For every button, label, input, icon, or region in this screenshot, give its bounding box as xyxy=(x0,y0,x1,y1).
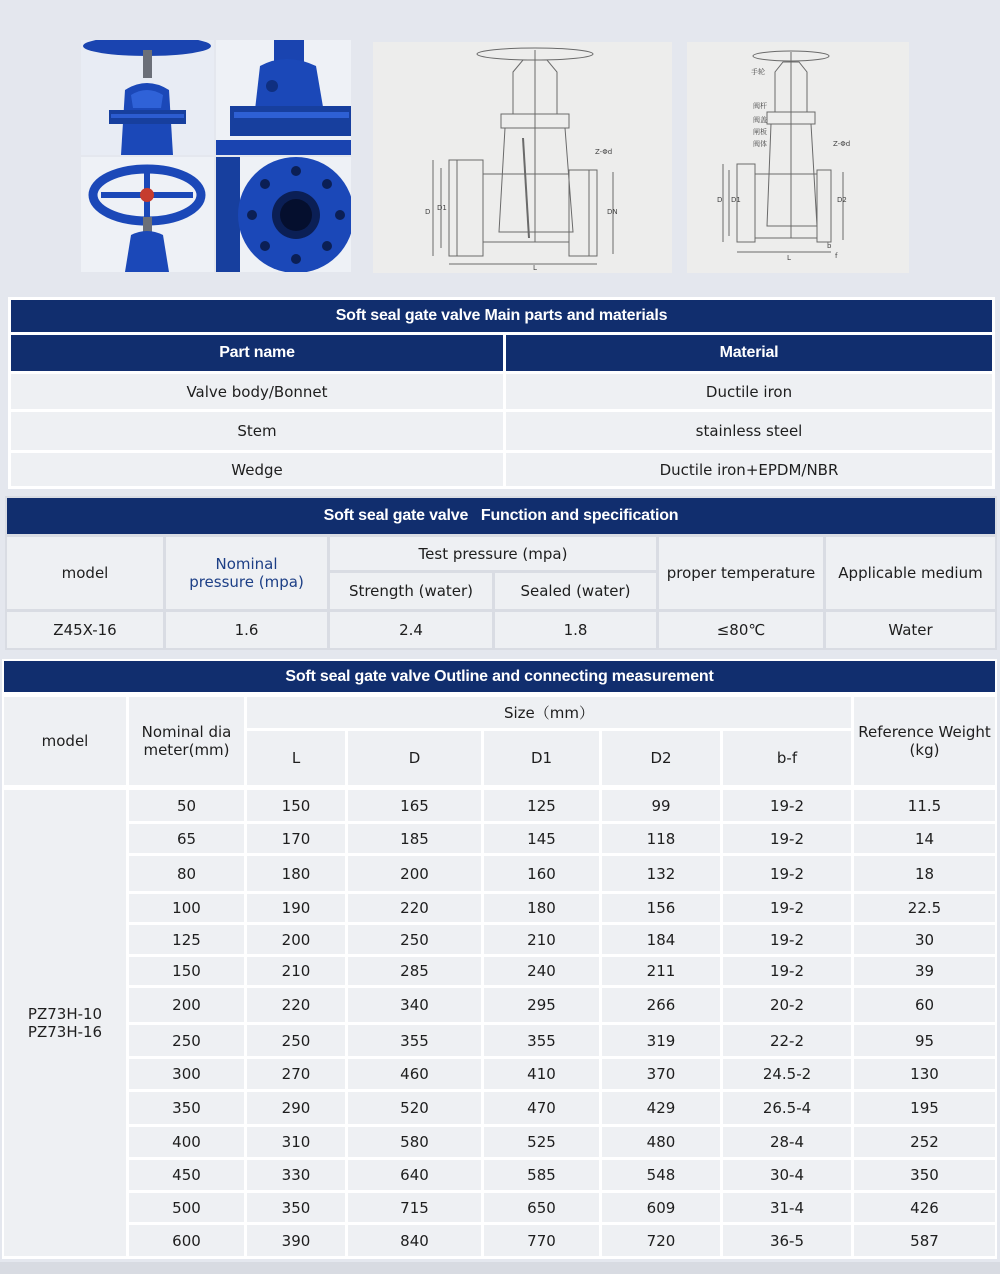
outline-cell-l: 250 xyxy=(247,1025,345,1056)
outline-cell-dn: 80 xyxy=(129,856,244,891)
drawing-label-holes-2: Z-Φd xyxy=(833,140,851,148)
drawing-label-b: b xyxy=(827,242,832,250)
outline-table-title: Soft seal gate valve Outline and connecting measurement xyxy=(4,661,995,692)
spec-header-strength: Strength (water) xyxy=(330,573,492,609)
outline-model-value-1: PZ73H-10 xyxy=(27,1005,103,1023)
handwheel-photo xyxy=(81,157,214,272)
spec-value-medium: Water xyxy=(826,612,995,648)
outline-cell-w: 130 xyxy=(854,1059,995,1089)
outline-cell-d1: 125 xyxy=(484,790,599,821)
outline-table xyxy=(2,659,997,1259)
spec-table xyxy=(5,496,997,650)
outline-cell-dn: 300 xyxy=(129,1059,244,1089)
materials-table-title: Soft seal gate valve Main parts and materials xyxy=(11,300,992,332)
drawing-label-body: 阀体 xyxy=(753,140,767,148)
outline-cell-l: 180 xyxy=(247,856,345,891)
outline-header-size: Size（mm） xyxy=(247,697,851,728)
outline-cell-d: 840 xyxy=(348,1225,481,1256)
drawing-label-D: D xyxy=(425,208,431,216)
outline-cell-d2: 211 xyxy=(602,957,720,985)
materials-part-2: Stem xyxy=(11,412,503,450)
outline-cell-dn: 400 xyxy=(129,1127,244,1157)
outline-cell-d: 165 xyxy=(348,790,481,821)
outline-cell-d2: 548 xyxy=(602,1160,720,1190)
outline-cell-w: 426 xyxy=(854,1193,995,1222)
outline-cell-d2: 370 xyxy=(602,1059,720,1089)
drawing-label-holes: Z-Φd xyxy=(595,148,613,156)
spec-value-temp: ≤80℃ xyxy=(659,612,823,648)
outline-cell-dn: 350 xyxy=(129,1092,244,1124)
spec-header-model: model xyxy=(7,537,163,609)
outline-cell-dn: 250 xyxy=(129,1025,244,1056)
materials-table xyxy=(8,297,995,489)
drawing-label-L: L xyxy=(533,264,537,272)
outline-cell-l: 220 xyxy=(247,988,345,1022)
outline-cell-d: 185 xyxy=(348,824,481,853)
outline-cell-d1: 180 xyxy=(484,894,599,922)
outline-cell-bf: 19-2 xyxy=(723,894,851,922)
outline-cell-dn: 500 xyxy=(129,1193,244,1222)
outline-cell-d1: 410 xyxy=(484,1059,599,1089)
outline-cell-bf: 28-4 xyxy=(723,1127,851,1157)
outline-cell-bf: 30-4 xyxy=(723,1160,851,1190)
outline-cell-l: 190 xyxy=(247,894,345,922)
outline-cell-bf: 24.5-2 xyxy=(723,1059,851,1089)
outline-cell-w: 30 xyxy=(854,925,995,954)
outline-cell-l: 390 xyxy=(247,1225,345,1256)
outline-cell-w: 350 xyxy=(854,1160,995,1190)
outline-cell-l: 310 xyxy=(247,1127,345,1157)
materials-part-3: Wedge xyxy=(11,453,503,486)
gate-valve-section-drawing-with-labels xyxy=(687,42,909,273)
outline-cell-w: 60 xyxy=(854,988,995,1022)
drawing-label-DN: DN xyxy=(607,208,618,216)
outline-cell-dn: 65 xyxy=(129,824,244,853)
outline-cell-l: 350 xyxy=(247,1193,345,1222)
drawing-label-L-2: L xyxy=(787,254,791,262)
drawing-label-D2-2: D2 xyxy=(837,196,847,204)
outline-cell-d2: 319 xyxy=(602,1025,720,1056)
outline-cell-d2: 720 xyxy=(602,1225,720,1256)
outline-cell-d2: 429 xyxy=(602,1092,720,1124)
outline-header-D2: D2 xyxy=(602,731,720,785)
outline-cell-d1: 770 xyxy=(484,1225,599,1256)
outline-cell-l: 270 xyxy=(247,1059,345,1089)
outline-cell-d1: 585 xyxy=(484,1160,599,1190)
spec-value-sealed: 1.8 xyxy=(495,612,656,648)
outline-cell-d: 220 xyxy=(348,894,481,922)
outline-cell-d: 250 xyxy=(348,925,481,954)
outline-cell-w: 252 xyxy=(854,1127,995,1157)
outline-cell-d: 715 xyxy=(348,1193,481,1222)
outline-cell-d1: 525 xyxy=(484,1127,599,1157)
outline-cell-d1: 355 xyxy=(484,1025,599,1056)
outline-cell-bf: 31-4 xyxy=(723,1193,851,1222)
outline-cell-bf: 20-2 xyxy=(723,988,851,1022)
outline-cell-w: 587 xyxy=(854,1225,995,1256)
outline-cell-bf: 22-2 xyxy=(723,1025,851,1056)
outline-cell-d: 640 xyxy=(348,1160,481,1190)
drawing-label-gate: 闸板 xyxy=(753,128,767,136)
outline-cell-d1: 295 xyxy=(484,988,599,1022)
outline-cell-w: 11.5 xyxy=(854,790,995,821)
outline-cell-w: 18 xyxy=(854,856,995,891)
outline-cell-d1: 470 xyxy=(484,1092,599,1124)
materials-material-2: stainless steel xyxy=(506,412,992,450)
outline-header-D1: D1 xyxy=(484,731,599,785)
outline-cell-l: 170 xyxy=(247,824,345,853)
outline-cell-d: 340 xyxy=(348,988,481,1022)
outline-cell-bf: 26.5-4 xyxy=(723,1092,851,1124)
outline-cell-l: 200 xyxy=(247,925,345,954)
outline-cell-w: 22.5 xyxy=(854,894,995,922)
outline-cell-d: 355 xyxy=(348,1025,481,1056)
drawing-label-D-2: D xyxy=(717,196,723,204)
materials-material-3: Ductile iron+EPDM/NBR xyxy=(506,453,992,486)
outline-cell-d: 460 xyxy=(348,1059,481,1089)
spec-header-sealed: Sealed (water) xyxy=(495,573,656,609)
spec-header-temp: proper temperature xyxy=(659,537,823,609)
outline-header-L: L xyxy=(247,731,345,785)
outline-cell-d2: 99 xyxy=(602,790,720,821)
materials-material-1: Ductile iron xyxy=(506,374,992,409)
outline-cell-d1: 160 xyxy=(484,856,599,891)
outline-header-D: D xyxy=(348,731,481,785)
outline-cell-l: 330 xyxy=(247,1160,345,1190)
materials-header-part: Part name xyxy=(11,335,503,371)
spec-header-test: Test pressure (mpa) xyxy=(330,537,656,570)
outline-cell-d: 200 xyxy=(348,856,481,891)
outline-cell-d2: 156 xyxy=(602,894,720,922)
drawing-label-f: f xyxy=(835,252,838,260)
spec-header-nominal: Nominal pressure (mpa) xyxy=(166,537,327,609)
outline-cell-d: 520 xyxy=(348,1092,481,1124)
outline-cell-d1: 650 xyxy=(484,1193,599,1222)
outline-cell-w: 14 xyxy=(854,824,995,853)
outline-header-dn: Nominal diameter(mm) xyxy=(129,697,244,785)
spec-table-title: Soft seal gate valve Function and specification xyxy=(7,498,995,534)
outline-cell-d1: 145 xyxy=(484,824,599,853)
outline-cell-bf: 36-5 xyxy=(723,1225,851,1256)
materials-part-1: Valve body/Bonnet xyxy=(11,374,503,409)
spec-header-medium: Applicable medium xyxy=(826,537,995,609)
outline-cell-bf: 19-2 xyxy=(723,925,851,954)
materials-header-material: Material xyxy=(506,335,992,371)
outline-header-bf: b-f xyxy=(723,731,851,785)
outline-cell-w: 195 xyxy=(854,1092,995,1124)
outline-cell-l: 150 xyxy=(247,790,345,821)
outline-cell-d2: 266 xyxy=(602,988,720,1022)
outline-cell-d: 580 xyxy=(348,1127,481,1157)
outline-cell-bf: 19-2 xyxy=(723,856,851,891)
outline-model-cell xyxy=(4,790,126,1256)
outline-cell-bf: 19-2 xyxy=(723,824,851,853)
outline-cell-dn: 150 xyxy=(129,957,244,985)
drawing-label-handwheel: 手轮 xyxy=(751,68,765,76)
outline-cell-l: 210 xyxy=(247,957,345,985)
gate-valve-section-drawing xyxy=(373,42,672,273)
outline-cell-bf: 19-2 xyxy=(723,957,851,985)
outline-cell-dn: 450 xyxy=(129,1160,244,1190)
outline-cell-dn: 100 xyxy=(129,894,244,922)
outline-cell-d2: 609 xyxy=(602,1193,720,1222)
flange-photo xyxy=(216,157,351,272)
outline-cell-l: 290 xyxy=(247,1092,345,1124)
spec-value-nominal: 1.6 xyxy=(166,612,327,648)
outline-cell-dn: 50 xyxy=(129,790,244,821)
outline-cell-w: 95 xyxy=(854,1025,995,1056)
drawing-label-D1: D1 xyxy=(437,204,447,212)
outline-cell-d: 285 xyxy=(348,957,481,985)
drawing-label-D1-2: D1 xyxy=(731,196,741,204)
spec-value-strength: 2.4 xyxy=(330,612,492,648)
outline-cell-d2: 118 xyxy=(602,824,720,853)
valve-bonnet-photo xyxy=(216,40,351,155)
outline-cell-d1: 240 xyxy=(484,957,599,985)
outline-cell-d2: 184 xyxy=(602,925,720,954)
bottom-strip xyxy=(0,1262,1000,1274)
drawing-label-bonnet: 阀盖 xyxy=(753,116,767,124)
outline-cell-d2: 132 xyxy=(602,856,720,891)
valve-body-photo xyxy=(81,40,214,155)
outline-cell-dn: 600 xyxy=(129,1225,244,1256)
outline-cell-w: 39 xyxy=(854,957,995,985)
outline-cell-dn: 125 xyxy=(129,925,244,954)
outline-model-value-2: PZ73H-16 xyxy=(27,1023,103,1041)
drawing-label-stem: 阀杆 xyxy=(753,102,767,110)
spec-value-model: Z45X-16 xyxy=(7,612,163,648)
outline-header-weight: Reference Weight(kg) xyxy=(854,697,995,785)
outline-cell-dn: 200 xyxy=(129,988,244,1022)
outline-cell-bf: 19-2 xyxy=(723,790,851,821)
outline-cell-d2: 480 xyxy=(602,1127,720,1157)
outline-cell-d1: 210 xyxy=(484,925,599,954)
outline-header-model: model xyxy=(4,697,126,785)
